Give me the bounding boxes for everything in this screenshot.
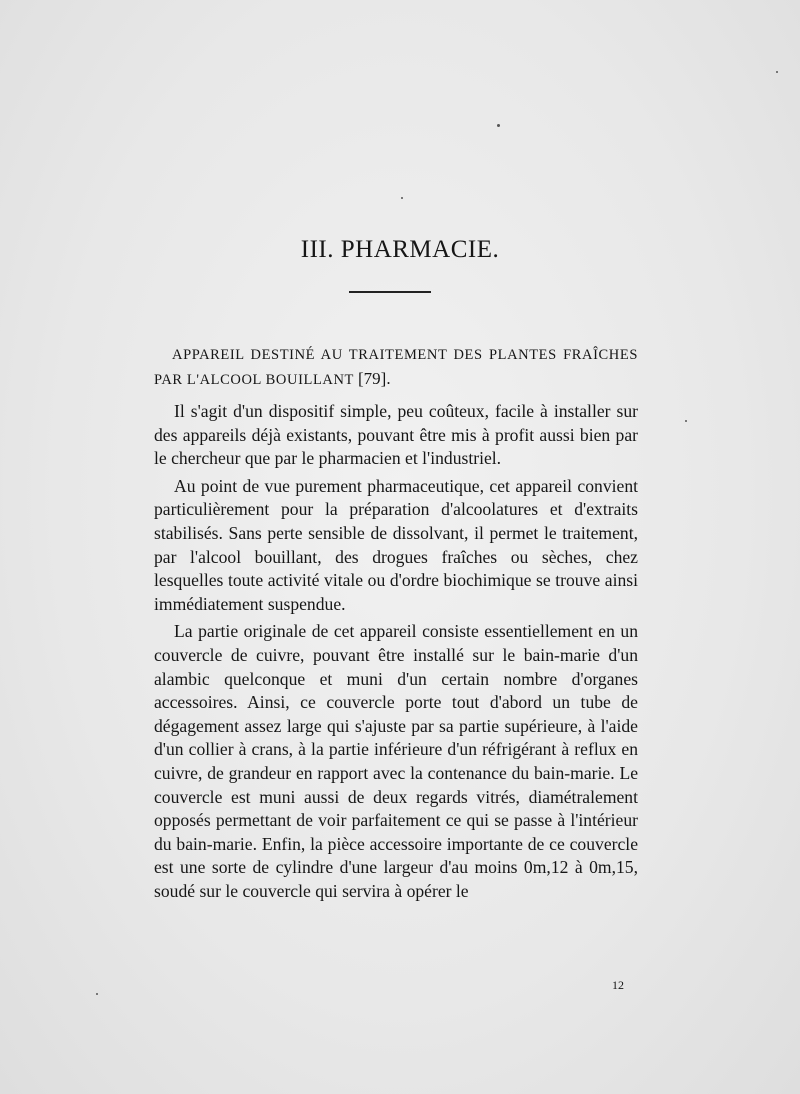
- paragraph-1: Il s'agit d'un dispositif simple, peu coûteux, facile à installer sur des appareils déjà existants, pouvant être mis à profit aussi bien par le chercheur que par le pharmacien et l'industriel.: [154, 401, 638, 469]
- title-divider: [349, 291, 431, 293]
- section-reference: [79].: [358, 369, 391, 388]
- page-number: 12: [612, 978, 624, 992]
- print-speck: [96, 993, 98, 995]
- print-speck: [401, 197, 403, 199]
- print-speck: [776, 71, 778, 73]
- paragraph-2: Au point de vue purement pharmaceutique, cet appareil convient particulièrement pour la préparation d'alcoolatures et d'extraits stabilisés. Sans perte sensible de dissolvant, il permet le traitement, par l'alcool bouillant, des drogues fraîches ou sèches, chez lesquelles toute activité vitale ou d'ordre biochimique se trouve ainsi immédiatement suspendue.: [154, 475, 638, 614]
- body-text: [154, 344, 638, 903]
- chapter-title: III. PHARMACIE.: [300, 236, 500, 263]
- paragraph-3: La partie originale de cet appareil consiste essentiellement en un couvercle de cuivre, pouvant être installé sur le bain-marie d'un alambic quelconque et muni d'un certain nombre d'organes accessoires. Ainsi, ce couvercle porte tout d'abord un tube de dégagement assez large qui s'ajuste par sa partie supérieure, à l'aide d'un collier à crans, à la partie inférieure d'un réfrigérant à reflux en cuivre, de grandeur en rapport avec la contenance du bain-marie. Le couvercle est muni aussi de deux regards vitrés, diamétralement opposés permettant de voir parfaitement ce qui se passe à l'intérieur du bain-marie. Enfin, la pièce accessoire importante de ce couvercle est une sorte de cylindre d'une largeur d'au moins 0m,12 à 0m,15, soudé sur le couvercle qui servira à opérer le: [154, 621, 638, 901]
- section-heading: [154, 344, 638, 392]
- print-speck: [685, 420, 687, 422]
- section-heading-text: APPAREIL DESTINÉ AU TRAITEMENT DES PLANTES FRAÎCHES PAR L'ALCOOL BOUILLANT: [154, 347, 638, 388]
- print-speck: [497, 124, 500, 127]
